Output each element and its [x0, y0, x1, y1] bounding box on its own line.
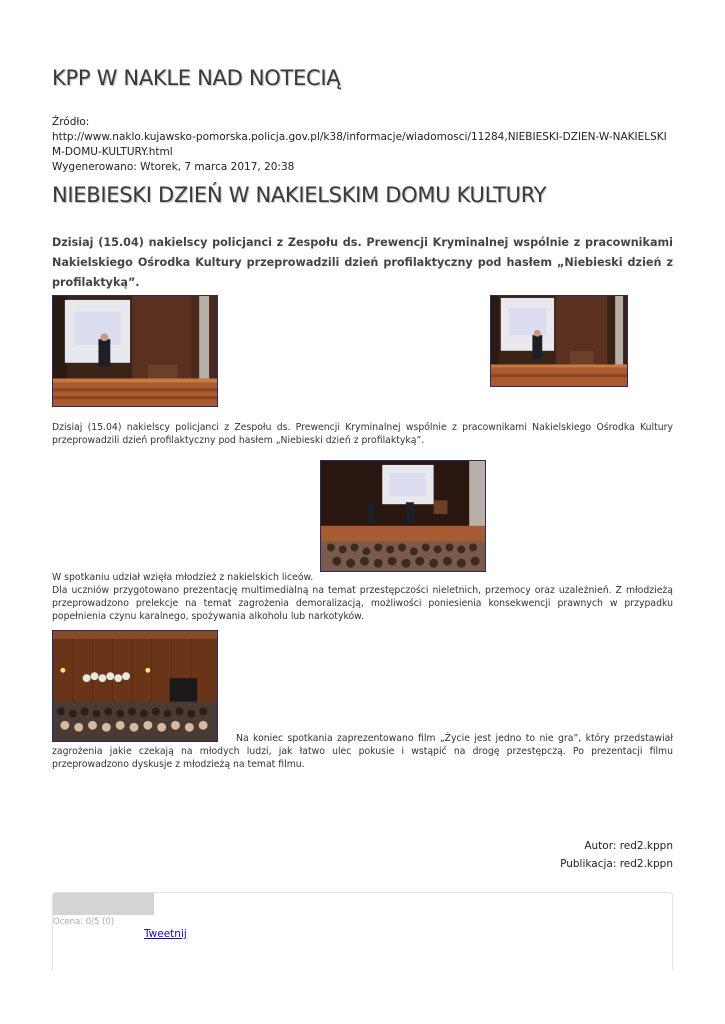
- source-url[interactable]: http://www.naklo.kujawsko-pomorska.policja.gov.pl/k38/informacje/wiadomosci/11284,NIEBIESKI-DZIEN-W-NAKIELSKIM-DOMU-KULTURY.html: [52, 131, 667, 158]
- rating-box: [52, 892, 673, 970]
- article-paragraph-3: [52, 732, 673, 771]
- source-label: Źródło:: [52, 116, 90, 128]
- photo-stage-right[interactable]: [490, 295, 628, 387]
- site-title: KPP W NAKLE NAD NOTECIĄ: [52, 66, 341, 90]
- paragraph-2-body: Dla uczniów przygotowano prezentację multimedialną na temat przestępczości nieletnich, przemocy oraz uzależnień. Z młodzieżą przeprowadzono prelekcje na temat zagrożenia demoralizacją, możliwości poniesienia konsekwencji prawnych w przypadku popełnienia czynu karalnego, spożywania alkoholu lub narkotyków.: [52, 585, 673, 622]
- paragraph-3-text: Na koniec spotkania zaprezentowano film „Życie jest jedno to nie gra”, który przedstawiał zagrożenia jakie czekają na młodych ludzi, jak łatwo ulec pokusie i wstąpić na drogę przestępczą. Po prezentacji filmu przeprowadzono dyskusje z młodzieżą na temat filmu.: [52, 733, 673, 770]
- tweet-link[interactable]: Tweetnij: [144, 928, 187, 940]
- stage-photo-image: [53, 296, 217, 406]
- article-paragraph-1: Dzisiaj (15.04) nakielscy policjanci z Zespołu ds. Prewencji Kryminalnej wspólnie z pracownikami Nakielskiego Ośrodka Kultury przeprowadzili dzień profilaktyczny pod hasłem „Niebieski dzień z profilaktyką”.: [52, 422, 673, 446]
- article-lead: Dzisiaj (15.04) nakielscy policjanci z Zespołu ds. Prewencji Kryminalnej wspólnie z pracownikami Nakielskiego Ośrodka Kultury przeprowadzili dzień profilaktyczny pod hasłem „Niebieski dzień z profilaktyką”.: [52, 236, 673, 289]
- rating-bar[interactable]: [53, 893, 154, 915]
- audience-photo-image: [53, 631, 217, 741]
- article-paragraph-2: [52, 571, 673, 623]
- article-title: NIEBIESKI DZIEŃ W NAKIELSKIM DOMU KULTURY: [52, 183, 547, 207]
- generated-date: Wygenerowano: Wtorek, 7 marca 2017, 20:38: [52, 161, 295, 173]
- source-meta: [52, 115, 673, 175]
- author-block: [560, 837, 673, 873]
- rating-text: Ocena: 0/5 (0): [53, 917, 115, 927]
- photo-audience[interactable]: [52, 630, 218, 742]
- paragraph-2-first-line: W spotkaniu udział wzięła młodzież z nakielskich liceów.: [52, 572, 314, 583]
- photo-stage-speaker[interactable]: [52, 295, 218, 407]
- auditorium-photo-image: [321, 461, 485, 571]
- publication: Publikacja: red2.kppn: [560, 858, 673, 870]
- author: Autor: red2.kppn: [584, 840, 673, 852]
- stage-photo-image: [491, 296, 627, 386]
- photo-auditorium[interactable]: [320, 460, 486, 572]
